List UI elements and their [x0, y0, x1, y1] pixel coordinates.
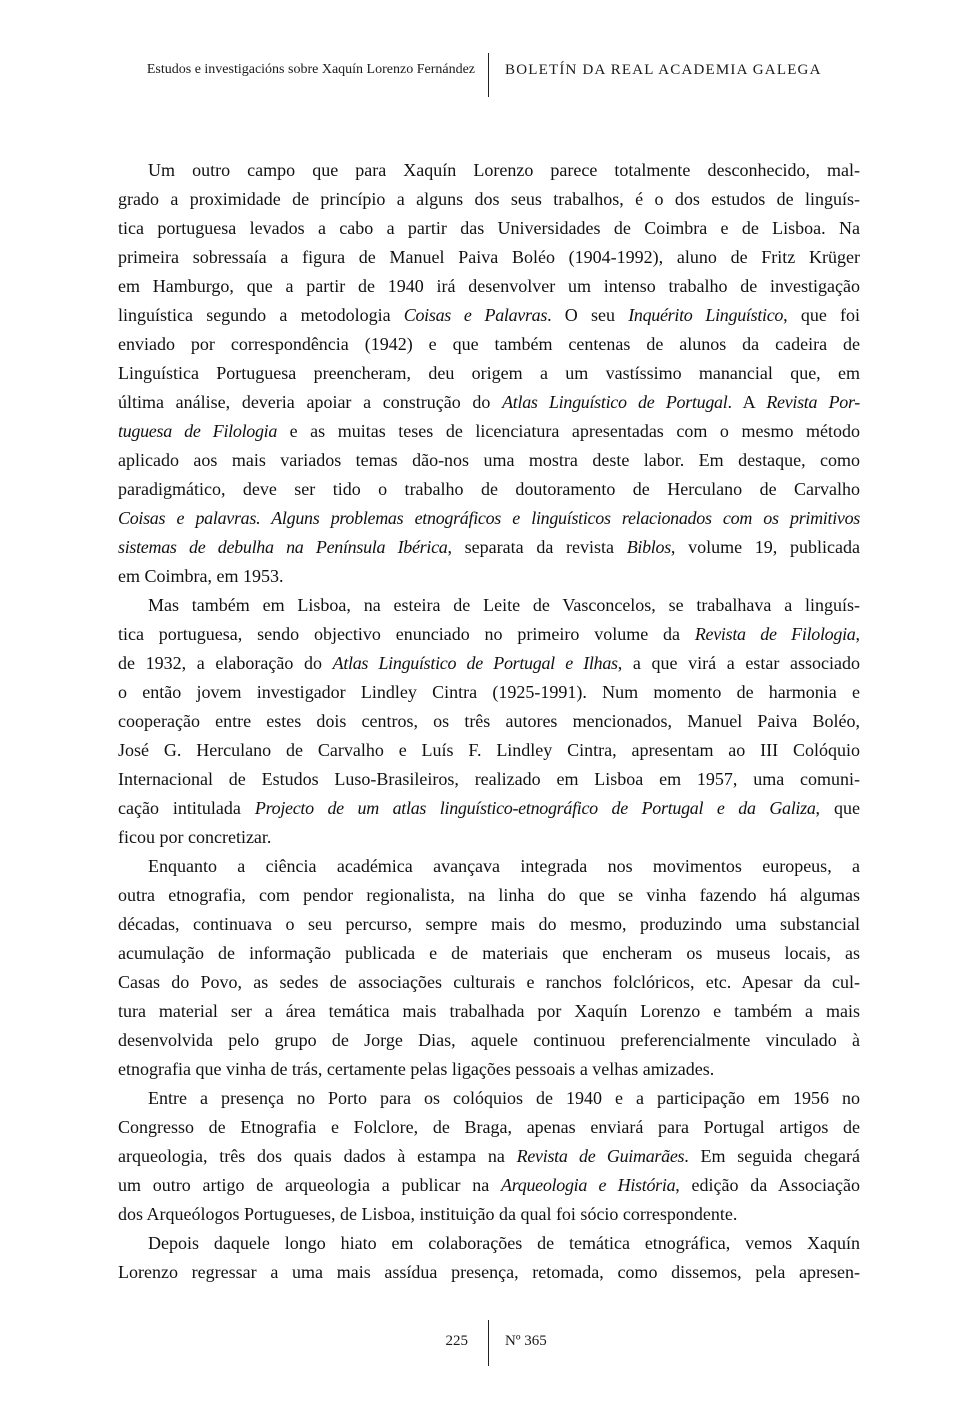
paragraph [118, 156, 860, 591]
text-line [118, 939, 860, 968]
text-segment: primeira sobressaía a figura de Manuel Paiva Boléo (1904-1992), aluno de Fritz Krüger [118, 247, 860, 267]
text-line [118, 852, 860, 881]
text-segment: Entre a presença no Porto para os colóquios de 1940 e a participação em 1956 no [148, 1088, 860, 1108]
italic-text-segment: Revista de Filologia [694, 624, 856, 644]
text-segment: Congresso de Etnografia e Folclore, de Braga, apenas enviará para Portugal artigos de [118, 1117, 860, 1137]
text-segment: José G. Herculano de Carvalho e Luís F. Lindley Cintra, apresentam ao III Colóquio [118, 740, 860, 760]
text-segment: cooperação entre estes dois centros, os três autores mencionados, Manuel Paiva Boléo, [118, 711, 860, 731]
running-header-left: Estudos e investigacións sobre Xaquín Lorenzo Fernández [146, 62, 475, 77]
text-line [118, 388, 860, 417]
text-line [118, 243, 860, 272]
page-number: 225 [445, 1333, 468, 1349]
text-line [118, 707, 860, 736]
paragraph [118, 1229, 860, 1287]
text-segment: dos Arqueólogos Portugueses, de Lisboa, instituição da qual foi sócio correspondente. [118, 1204, 738, 1224]
text-line [118, 301, 860, 330]
text-line [118, 968, 860, 997]
text-segment: Internacional de Estudos Luso-Brasileiros, realizado em Lisboa em 1957, uma comuni- [118, 769, 860, 789]
text-segment: o então jovem investigador Lindley Cintra (1925-1991). Num momento de harmonia e [118, 682, 860, 702]
paragraph [118, 852, 860, 1084]
text-segment: enviado por correspondência (1942) e que também centenas de alunos da cadeira de [118, 334, 860, 354]
italic-text-segment: Arqueologia e História [501, 1175, 676, 1195]
text-column [118, 156, 860, 1287]
text-line [118, 765, 860, 794]
text-line [118, 910, 860, 939]
text-line [118, 156, 860, 185]
text-segment: acumulação de informação publicada e de materiais que encheram os museus locais, as [118, 943, 860, 963]
text-line [118, 794, 860, 823]
text-segment: desenvolvida pelo grupo de Jorge Dias, aquele continuou preferencialmente vinculado à [118, 1030, 860, 1050]
text-segment: , que [815, 798, 860, 818]
text-line [118, 214, 860, 243]
text-line [118, 1171, 860, 1200]
italic-text-segment: Revista de Guimarães [516, 1146, 685, 1166]
text-segment: em Coimbra, em 1953. [118, 566, 284, 586]
text-segment: paradigmático, deve ser tido o trabalho de doutoramento de Herculano de Carvalho [118, 479, 860, 499]
text-segment: . O seu [547, 305, 629, 325]
text-segment: Linguística Portuguesa preencheram, deu origem a um vastíssimo manancial que, em [118, 363, 860, 383]
text-line [118, 533, 860, 562]
text-segment: cação intitulada [118, 798, 255, 818]
text-line [118, 1084, 860, 1113]
text-segment: arqueologia, três dos quais dados à estampa na [118, 1146, 517, 1166]
text-line [118, 1258, 860, 1287]
text-line [118, 678, 860, 707]
text-line [118, 591, 860, 620]
text-line [118, 620, 860, 649]
text-segment: , [855, 624, 860, 644]
text-segment: aplicado aos mais variados temas dão-nos uma mostra deste labor. Em destaque, como [118, 450, 860, 470]
text-segment: , separata da revista [447, 537, 627, 557]
text-segment: em Hamburgo, que a partir de 1940 irá desenvolver um intenso trabalho de investigação [118, 276, 860, 296]
text-line [118, 359, 860, 388]
text-segment: , que foi [783, 305, 860, 325]
text-segment: Mas também em Lisboa, na esteira de Leite de Vasconcelos, se trabalhava a linguís- [148, 595, 860, 615]
text-line [118, 446, 860, 475]
text-line [118, 1200, 860, 1229]
italic-text-segment: tuguesa de Filologia [118, 421, 278, 441]
text-segment: décadas, continuava o seu percurso, sempre mais do mesmo, produzindo uma substancial [118, 914, 860, 934]
text-line [118, 504, 860, 533]
text-line [118, 185, 860, 214]
issue-number: Nº 365 [505, 1333, 547, 1349]
text-segment: . A [727, 392, 767, 412]
italic-text-segment: Coisas e palavras. Alguns problemas etnográficos e linguísticos relacionados com os primitivos [118, 508, 860, 528]
italic-text-segment: Biblos [626, 537, 671, 557]
text-line [118, 881, 860, 910]
text-segment: última análise, deveria apoiar a construção do [118, 392, 503, 412]
text-segment: etnografia que vinha de trás, certamente pelas ligações pessoais a velhas amizades. [118, 1059, 715, 1079]
text-line [118, 475, 860, 504]
text-line [118, 823, 860, 852]
text-segment: Depois daquele longo hiato em colaborações de temática etnográfica, vemos Xaquín [148, 1233, 860, 1253]
text-line [118, 1055, 860, 1084]
text-line [118, 997, 860, 1026]
text-segment: ficou por concretizar. [118, 827, 272, 847]
footer-divider [488, 1320, 489, 1366]
text-segment: tica portuguesa, sendo objectivo enunciado no primeiro volume da [118, 624, 695, 644]
text-line [118, 417, 860, 446]
text-line [118, 272, 860, 301]
text-segment: linguística segundo a metodologia [118, 305, 404, 325]
italic-text-segment: Coisas e Palavras [403, 305, 548, 325]
text-segment: . Em seguida chegará [684, 1146, 860, 1166]
text-segment: , volume 19, publicada [670, 537, 860, 557]
text-segment: Enquanto a ciência académica avançava integrada nos movimentos europeus, a [148, 856, 860, 876]
text-segment: grado a proximidade de princípio a alguns dos seus trabalhos, é o dos estudos de linguís- [118, 189, 860, 209]
text-segment: tica portuguesa levados a cabo a partir das Universidades de Coimbra e de Lisboa. Na [118, 218, 860, 238]
text-line [118, 1142, 860, 1171]
text-segment: Um outro campo que para Xaquín Lorenzo parece totalmente desconhecido, mal- [148, 160, 860, 180]
italic-text-segment: Projecto de um atlas linguístico-etnográfico de Portugal e da Galiza [254, 798, 816, 818]
italic-text-segment: sistemas de debulha na Península Ibérica [118, 537, 448, 557]
text-line [118, 736, 860, 765]
text-line [118, 1113, 860, 1142]
text-segment: e as muitas teses de licenciatura apresentadas com o mesmo método [277, 421, 860, 441]
text-segment: , edição da Associação [675, 1175, 860, 1195]
text-segment: outra etnografia, com pendor regionalista, na linha do que se vinha fazendo há algumas [118, 885, 860, 905]
paragraph [118, 1084, 860, 1229]
text-segment: de 1932, a elaboração do [118, 653, 333, 673]
text-line [118, 649, 860, 678]
italic-text-segment: Atlas Linguístico de Portugal [502, 392, 728, 412]
text-line [118, 562, 860, 591]
paragraph [118, 591, 860, 852]
italic-text-segment: Atlas Linguístico de Portugal e Ilhas [332, 653, 618, 673]
text-line [118, 1229, 860, 1258]
header-divider [488, 53, 489, 97]
text-segment: tura material ser a área temática mais trabalhada por Xaquín Lorenzo e também a mais [118, 1001, 860, 1021]
text-line [118, 330, 860, 359]
text-segment: , a que virá a estar associado [617, 653, 860, 673]
text-segment: um outro artigo de arqueologia a publicar na [118, 1175, 502, 1195]
text-line [118, 1026, 860, 1055]
italic-text-segment: Revista Por- [766, 392, 860, 412]
text-segment: Casas do Povo, as sedes de associações culturais e ranchos folclóricos, etc. Apesar da cul- [118, 972, 860, 992]
journal-title: BOLETÍN DA REAL ACADEMIA GALEGA [505, 62, 822, 78]
italic-text-segment: Inquérito Linguístico [628, 305, 784, 325]
text-segment: Lorenzo regressar a uma mais assídua presença, retomada, como dissemos, pela apresen- [118, 1262, 860, 1282]
